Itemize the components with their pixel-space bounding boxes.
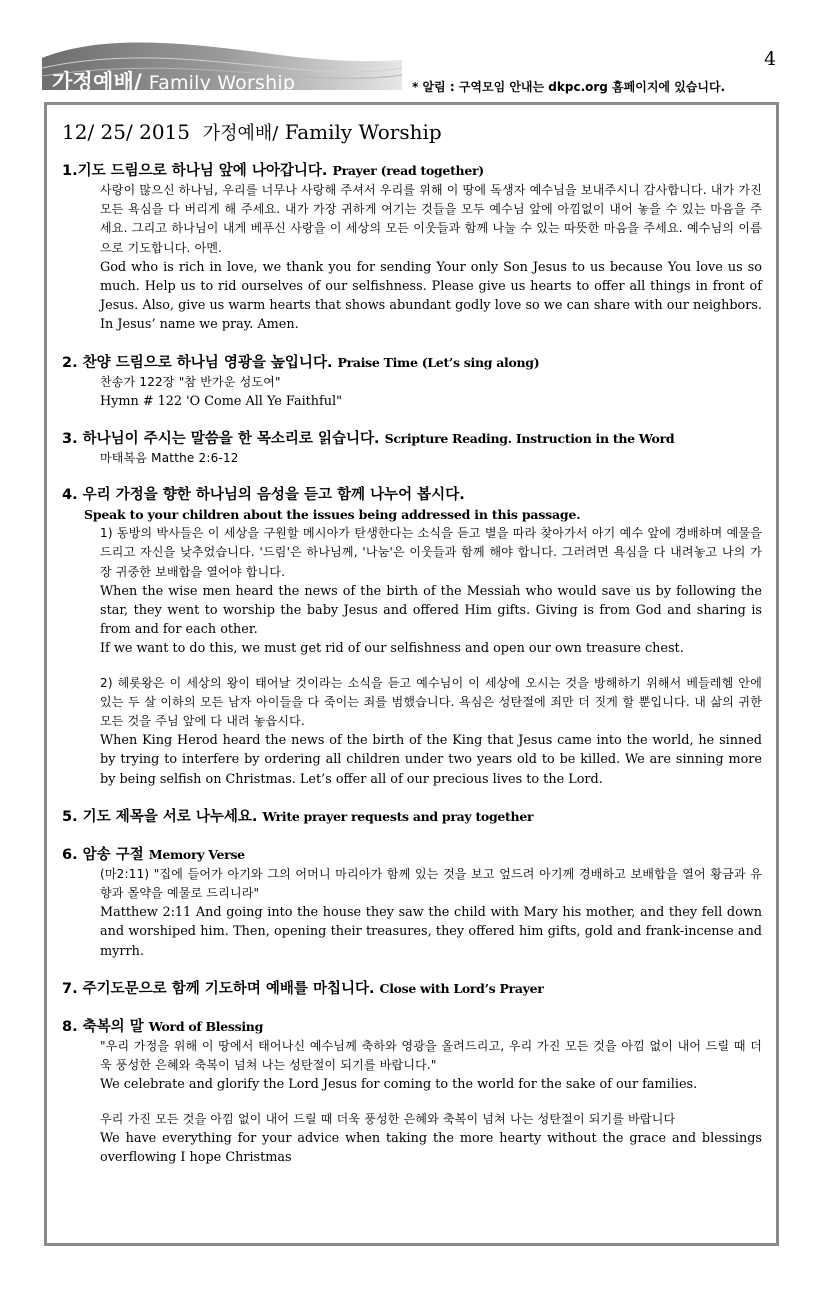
section-memory-verse xyxy=(62,845,762,961)
section-prayer xyxy=(62,161,762,335)
section-heading xyxy=(62,807,762,827)
heading-en: Praise Time (Let’s sing along) xyxy=(337,354,540,370)
section-discussion xyxy=(62,486,762,789)
header-title xyxy=(52,66,295,96)
section-scripture xyxy=(62,429,762,468)
blessing-ko-1: "우리 가정을 위해 이 땅에서 태어나신 예수님께 축하와 영광을 올려드리고, 우리 가진 모든 것을 아낌 없이 내어 드릴 때 더욱 풍성한 은혜와 축복이 넘쳐 나는 성탄절이 되기를 바랍니다." xyxy=(100,1038,762,1073)
section-heading xyxy=(62,845,762,865)
title-ko: 가정예배/ xyxy=(202,123,279,144)
blessing-ko-2: 우리 가진 모든 것을 아낌 없이 내어 드릴 때 더욱 풍성한 은혜와 축복이 넘쳐 나는 성탄절이 되기를 바랍니다 xyxy=(100,1111,676,1126)
section-blessing xyxy=(62,1017,762,1167)
section-heading xyxy=(62,429,762,449)
heading-ko: 4. 우리 가정을 향한 하나님의 음성을 듣고 함께 나누어 봅시다. xyxy=(62,487,465,504)
heading-ko: 2. 찬양 드림으로 하나님 영광을 높입니다. xyxy=(62,354,333,371)
heading-en: Prayer (read together) xyxy=(332,163,484,178)
header-title-en: Family Worship xyxy=(148,72,296,94)
heading-en: Memory Verse xyxy=(148,846,245,862)
prayer-ko: 사랑이 많으신 하나님, 우리를 너무나 사랑해 주셔서 우리를 위해 이 땅에 독생자 예수님을 보내주시니 감사합니다. 내가 가진 모든 욕심을 다 버리게 해 주세요. 내가 가장 귀하게 여기는 것들을 모두 예수님 앞에 아낌없이 내어 놓을 수 있는 마음을 주세요. 그리고 하나님이 내게 베푸신 사랑을 이 세상의 모든 이웃들과 함께 나눌 수 있는 따뜻한 마음을 주세요. 예수님의 이름으로 기도합니다. 아멘. xyxy=(100,183,762,255)
heading-en: Scripture Reading. Instruction in the Word xyxy=(384,431,675,447)
heading-ko: 3. 하나님이 주시는 말씀을 한 목소리로 읽습니다. xyxy=(62,431,380,448)
section-closing xyxy=(62,979,762,999)
header-title-ko: 가정예배/ xyxy=(52,70,142,94)
header-notice: * 알림 : 구역모임 안내는 dkpc.org 홈페이지에 있습니다. xyxy=(412,80,726,94)
heading-en: Close with Lord’s Prayer xyxy=(379,980,544,996)
verse-ko: (마2:11) "집에 들어가 아기와 그의 어머니 마리아가 함께 있는 것을 보고 엎드려 아기께 경배하고 보배합을 열어 황금과 유향과 몰약을 예물로 드리니라" xyxy=(100,866,762,901)
section-prayer-requests xyxy=(62,807,762,827)
title-en: Family Worship xyxy=(284,120,442,144)
heading-ko: 1.기도 드림으로 하나님 앞에 나아갑니다. xyxy=(62,163,328,179)
blessing-en-2: We have everything for your advice when taking the more hearty without the grace and blessings overflowing I hope Christmas xyxy=(100,1130,762,1165)
hymn-en: Hymn # 122 'O Come All Ye Faithful" xyxy=(100,393,343,409)
heading-en: Write prayer requests and pray together xyxy=(262,808,534,824)
point1-en: When the wise men heard the news of the birth of the Messiah who would save us by following the star, they went to worship the baby Jesus and offered Him gifts. Giving is from God and sharing is from and for each other. xyxy=(100,583,762,638)
title-date: 12/ 25/ 2015 xyxy=(62,120,190,144)
discussion-subheading: Speak to your children about the issues being addressed in this passage. xyxy=(84,507,581,523)
prayer-en: God who is rich in love, we thank you for sending Your only Son Jesus to us because You love us so much. Help us to rid ourselves of our selfishness. Please give us hearts to offer all things in front of Jesus. Also, give us warm hearts that shows abundant godly love so we can share with our neighbors. In Jesus’ name we pray. Amen. xyxy=(100,259,762,333)
page-title xyxy=(62,119,762,145)
point2-en: When King Herod heard the news of the birth of the King that Jesus came into the world, he sinned by trying to interfere by ordering all children under two years old to be killed. We are sinning more by being selfish on Christmas. Let’s offer all of our precious lives to the Lord. xyxy=(100,733,762,787)
section-praise xyxy=(62,353,762,411)
section-heading xyxy=(62,1017,762,1037)
verse-en: Matthew 2:11 And going into the house they saw the child with Mary his mother, and they fell down and worshiped him. Then, opening their treasures, they offered him gifts, gold and frank-incense and myrrh. xyxy=(100,905,762,959)
section-heading xyxy=(62,161,762,181)
point2-ko: 2) 헤롯왕은 이 세상의 왕이 태어날 것이라는 소식을 듣고 예수님이 이 세상에 오시는 것을 방해하기 위해서 베들레헴 안에 있는 두 살 이하의 모든 남자 아이들을 다 죽이는 죄를 범했습니다. 욕심은 성탄절에 죄만 더 짓게 할 뿐입니다. 내 삶의 귀한 모든 것을 주님 앞에 다 내려 놓읍시다. xyxy=(100,675,762,729)
heading-ko: 8. 축복의 말 xyxy=(62,1018,144,1035)
page-number: 4 xyxy=(764,48,777,70)
heading-ko: 7. 주기도문으로 함께 기도하며 예배를 마칩니다. xyxy=(62,980,375,997)
heading-ko: 6. 암송 구절 xyxy=(62,846,144,863)
section-heading xyxy=(62,486,762,505)
hymn-ko: 찬송가 122장 "참 반가운 성도여" xyxy=(100,374,281,389)
worship-content xyxy=(62,119,762,1185)
section-heading xyxy=(62,979,762,999)
blessing-en-1: We celebrate and glorify the Lord Jesus for coming to the world for the sake of our families. xyxy=(100,1077,698,1093)
heading-en: Word of Blessing xyxy=(148,1018,264,1034)
point1-en-2: If we want to do this, we must get rid of our selfishness and open our own treasure chest. xyxy=(100,641,684,657)
scripture-ref: 마태복음 Matthe 2:6-12 xyxy=(100,451,239,466)
point1-ko: 1) 동방의 박사들은 이 세상을 구원할 메시아가 탄생한다는 소식을 듣고 별을 따라 찾아가서 아기 예수 앞에 경배하며 예물을 드리고 자신을 낮추었습니다. '드림'은 하나님께, '나눔'은 이웃들과 함께 해야 합니다. 그러려면 욕심을 다 내려놓고 나의 가장 귀중한 보배합을 열어야 합니다. xyxy=(100,526,762,579)
heading-ko: 5. 기도 제목을 서로 나누세요. xyxy=(62,808,258,825)
section-heading xyxy=(62,353,762,373)
